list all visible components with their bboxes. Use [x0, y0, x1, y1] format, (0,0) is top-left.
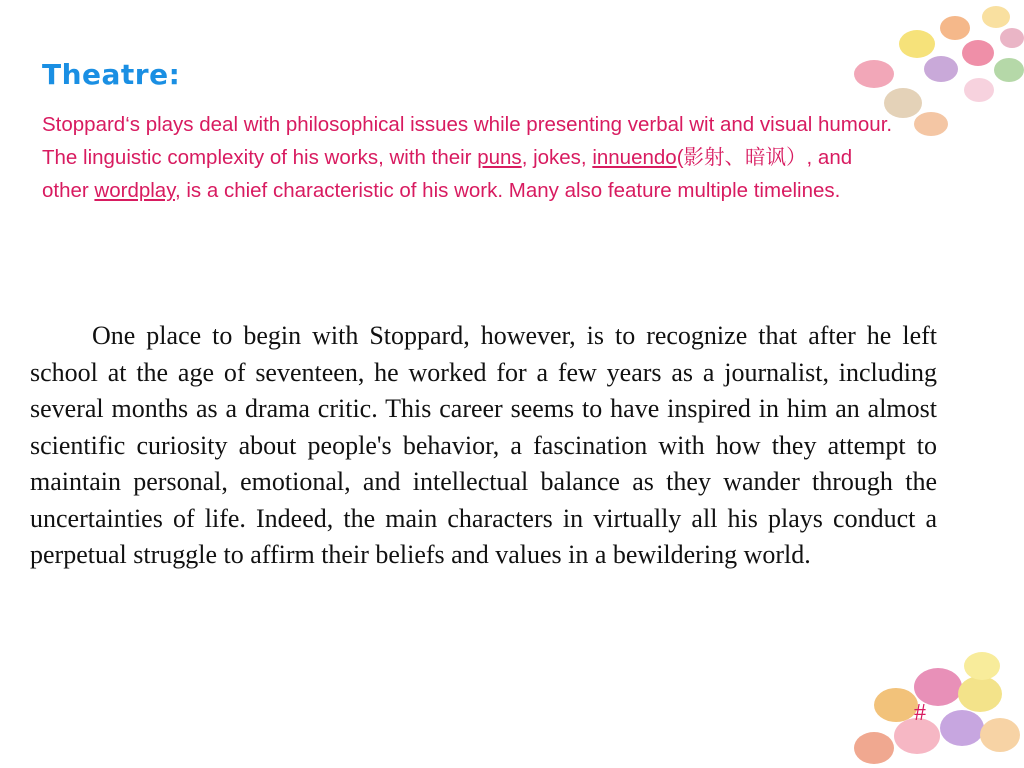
slide-title: Theatre:: [42, 58, 181, 91]
intro-text-4: , is a chief characteristic of his work. Many also feature multiple timelines.: [174, 179, 841, 202]
intro-text-1: Stoppard‘s plays deal with philosophical issues while presenting verbal wit and visual humour. The linguistic complexity of his works, with their: [42, 113, 893, 169]
innuendo-link[interactable]: innuendo: [592, 146, 677, 169]
intro-text-3: (影射、暗讽）, and other: [42, 146, 853, 202]
intro-text-2: , jokes,: [521, 146, 593, 169]
intro-paragraph: [42, 108, 902, 207]
candy-eggs-image-bottom: [854, 648, 1024, 768]
body-paragraph: One place to begin with Stoppard, however, is to recognize that after he left school at the age of seventeen, he worked for a few years as a journalist, including several months as a drama critic. This career seems to have inspired in him an almost scientific curiosity about people's behavior, a fascination with how they attempt to maintain personal, emotional, and intellectual balance as they wander through the uncertainties of life. Indeed, the main characters in virtually all his plays conduct a perpetual struggle to affirm their beliefs and values in a bewildering world.: [30, 321, 937, 569]
page-number: #: [914, 700, 926, 726]
puns-link[interactable]: puns: [477, 146, 522, 169]
wordplay-link[interactable]: wordplay: [94, 179, 175, 202]
